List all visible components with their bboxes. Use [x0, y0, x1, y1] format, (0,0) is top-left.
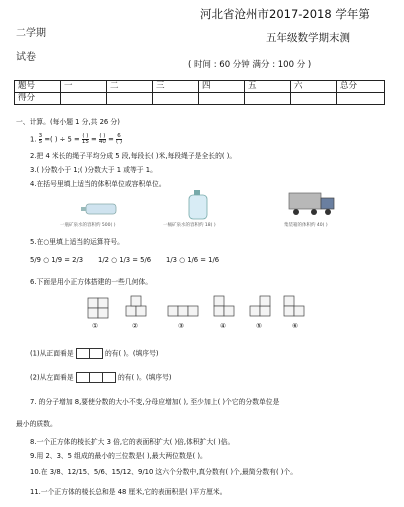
q1-f3-num: ( )	[99, 133, 106, 139]
score-input-cell[interactable]	[337, 93, 385, 105]
question-6: 6.下面是用小正方体搭建的一些几何体。	[30, 278, 153, 286]
front-view-shape	[76, 348, 90, 359]
container-truck-illustration	[288, 190, 338, 220]
figure-label-4: ④	[220, 322, 227, 330]
q6-1-tail: 的有( )。(填序号)	[104, 349, 159, 358]
q5-expression-3: 1/3 ○ 1/6 = 1/6	[166, 256, 220, 264]
q1-f2-num: ( )	[82, 133, 89, 139]
section1-title: 一、计算。(每小题 1 分,共 26 分)	[16, 118, 120, 126]
figure-label-6: ⑥	[292, 322, 299, 330]
question-7: 7. 的分子增加 8,要使分数的大小不变,分母应增加( ), 至少加上( )个它的分数单位是	[30, 398, 280, 406]
question-1: 1. $\frac{3}{5}$ =( ) ÷ 5 = $\frac{( )}{15}$ = $\frac{( )}{40}$ = $\frac{6}{( )}$	[30, 133, 122, 145]
q6-1-text: (1)从正面看是	[30, 349, 74, 358]
q6-2-text: (2)从左面看是	[30, 373, 74, 382]
question-10: 10.在 3/8、12/15、5/6、15/12、9/10 这六个分数中,真分数有( )个,最简分数有( )个。	[30, 468, 298, 476]
question-7-continued: 最小的质数。	[16, 420, 57, 428]
figure-label-3: ③	[178, 322, 185, 330]
exam-title-line2: 五年级数学期末测	[266, 32, 350, 44]
score-cell: 四	[199, 81, 245, 93]
score-input-cell[interactable]	[107, 93, 153, 105]
q6-2-tail: 的有( )。(填序号)	[117, 373, 172, 382]
q5-expression-1: 5/9 ○ 1/9 = 2/3	[30, 256, 84, 264]
figure-label-5: ⑤	[256, 322, 263, 330]
score-cell: 一	[61, 81, 107, 93]
score-cell: 三	[153, 81, 199, 93]
paper-label: 试卷	[16, 52, 36, 63]
figure-label-2: ②	[132, 322, 139, 330]
question-4: 4.在括号里填上适当的体积单位或容积单位。	[30, 180, 166, 188]
q1-f3-den: 40	[98, 139, 106, 145]
q4-caption-3: 集装箱的体积约 40( )	[284, 223, 328, 228]
q1-f4-num: 6	[117, 133, 121, 139]
question-8: 8.一个正方体的棱长扩大 3 倍,它的表面积扩大( )倍,体积扩大( )倍。	[30, 438, 235, 446]
score-input-cell[interactable]	[61, 93, 107, 105]
score-table-header-row	[15, 81, 385, 93]
question-2: 2.把 4 米长的绳子平均分成 5 段,每段长( )米,每段绳子是全长的( )。	[30, 152, 237, 160]
score-input-cell[interactable]	[153, 93, 199, 105]
q4-caption-2: 一桶矿泉水的容积约 18( )	[163, 223, 216, 228]
q1-fraction-4	[116, 134, 122, 145]
score-input-cell[interactable]	[199, 93, 245, 105]
cube-figures-row	[86, 292, 306, 328]
left-view-shape	[103, 372, 116, 383]
question-9: 9.用 2、3、5 组成的最小的三位数是( ),最大两位数是( )。	[30, 452, 207, 460]
score-input-cell[interactable]	[245, 93, 291, 105]
score-cell: 二	[107, 81, 153, 93]
q1-f1-den: 5	[38, 139, 43, 145]
q1-f1-num: 3	[38, 133, 43, 139]
q1-fraction-2	[82, 134, 89, 145]
q1-fraction-3	[99, 134, 106, 145]
water-bottle-illustration	[80, 188, 120, 224]
question-6-2	[30, 372, 172, 383]
figure-label-1: ①	[92, 322, 99, 330]
water-bucket-illustration	[186, 186, 220, 222]
score-cell: 总分	[337, 81, 385, 93]
score-cell: 六	[291, 81, 337, 93]
score-cell: 题号	[15, 81, 61, 93]
q1-f4-den: ( )	[115, 139, 122, 145]
score-cell: 五	[245, 81, 291, 93]
q1-fraction-1	[39, 134, 43, 145]
score-input-cell[interactable]	[291, 93, 337, 105]
left-view-shape	[76, 372, 90, 383]
q1-f2-den: 15	[81, 139, 89, 145]
exam-title-line1: 河北省沧州市2017-2018 学年第	[200, 7, 370, 21]
score-cell: 得分	[15, 93, 61, 105]
semester-label: 二学期	[16, 28, 46, 39]
score-table-score-row	[15, 93, 385, 105]
question-3: 3.( )分数小于 1;( )分数大于 1 或等于 1。	[30, 166, 157, 174]
score-table	[14, 80, 385, 105]
question-11: 11.一个正方体的棱长总和是 48 厘米,它的表面积是( )平方厘米。	[30, 488, 227, 496]
q4-caption-1: 一瓶矿泉水的容积约 500( )	[60, 223, 116, 228]
q5-expression-2: 1/2 ○ 1/3 = 5/6	[98, 256, 152, 264]
q1-body: =( ) ÷ 5 =	[44, 135, 80, 144]
time-score-info: ( 时间 : 60 分钟 满分 : 100 分 )	[188, 60, 312, 70]
question-6-1	[30, 348, 159, 359]
q1-prefix: 1.	[30, 135, 37, 144]
left-view-shape	[90, 372, 103, 383]
question-5: 5.在○里填上适当的运算符号。	[30, 238, 124, 246]
front-view-shape	[90, 348, 103, 359]
